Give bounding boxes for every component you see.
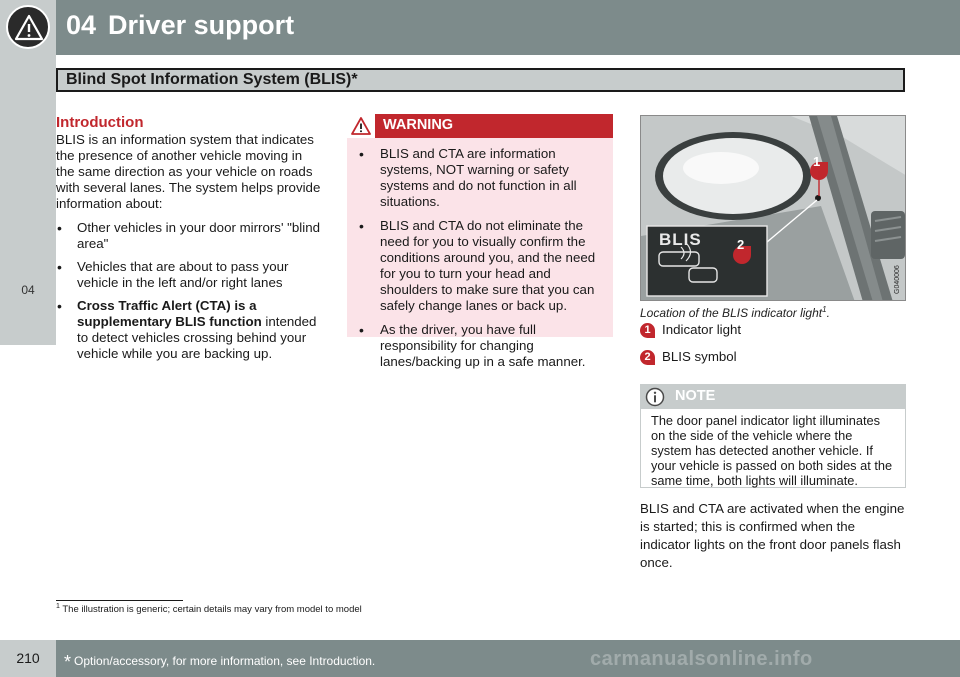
warning-title: WARNING [383, 117, 454, 133]
intro-bullet-list [56, 220, 321, 362]
list-item: • BLIS and CTA do not eliminate the need for you to visually confirm the conditions around you, and the need for you to turn your head and shoulders to make sure that you can safely change lanes or back up. [358, 218, 603, 314]
footnote [56, 603, 362, 615]
footnote-text: The illustration is generic; certain details may vary from model to model [59, 604, 362, 616]
cta-term: Cross Traffic Alert (CTA) is a supplementary BLIS function [77, 298, 262, 329]
footnote-divider [56, 600, 183, 601]
info-circle-icon [645, 387, 665, 407]
figure-caption-sup: 1 [822, 305, 827, 314]
note-title: NOTE [675, 388, 716, 404]
page-footer [0, 640, 960, 677]
watermark: carmanualsonline.info [590, 648, 813, 670]
figure-inset-label: BLIS [659, 230, 702, 249]
callout-number: 1 [640, 323, 655, 338]
blis-location-illustration [640, 115, 906, 301]
list-item [56, 298, 321, 362]
figure-caption-text: Location of the BLIS indicator light [640, 306, 823, 320]
page-header [0, 0, 960, 55]
list-item: • Vehicles that are about to pass your vehicle in the left and/or right lanes [56, 259, 321, 291]
section-title-bar [56, 68, 905, 92]
car-interior-drawing [641, 116, 906, 301]
activation-paragraph: BLIS and CTA are activated when the engine is started; this is confirmed when the indicator lights on the front door panels flash once. [640, 501, 905, 570]
callout-label: BLIS symbol [662, 349, 737, 364]
list-item: • BLIS and CTA are information systems, NOT warning or safety systems and do not function in all situations. [358, 146, 603, 210]
callout-label: Indicator light [662, 322, 742, 337]
intro-paragraph: BLIS is an information system that indicates the presence of another vehicle moving in the same direction as your vehicle on roads with several lanes. The system helps provide information about: [56, 132, 321, 211]
figure-caption: Location of the BLIS indicator light$^1$. [640, 305, 830, 320]
note-text: The door panel indicator light illuminates on the side of the vehicle where the system has detected another vehicle. If your vehicle is passed on both sides at the same time, both lights will illuminate. [651, 413, 893, 488]
warning-bullet-list [347, 146, 613, 370]
header-icon-panel [0, 0, 56, 55]
page-number: 210 [0, 640, 56, 677]
header-warning-icon [6, 5, 50, 49]
figure-code: G040006 [894, 265, 901, 294]
list-item: • As the driver, you have full responsibility for changing lanes/backing up in a safe manner. [358, 322, 603, 370]
warning-box [347, 114, 613, 369]
warning-header [347, 114, 613, 138]
intro-heading: Introduction [56, 114, 144, 131]
chapter-title [66, 10, 294, 41]
chapter-sidebar [0, 55, 56, 345]
list-item: • Other vehicles in your door mirrors' "blind area" [56, 220, 321, 252]
callout-number: 2 [640, 350, 655, 365]
chapter-tab-label: 04 [21, 283, 35, 297]
footer-note [64, 652, 375, 673]
note-box [640, 384, 906, 488]
warning-triangle-icon [347, 114, 375, 138]
callout-badge-1: 1 [813, 154, 821, 169]
callout-badge-2: 2 [737, 237, 745, 252]
note-header [641, 385, 905, 409]
footnote-marker: 1 [56, 603, 60, 610]
section-title: Blind Spot Information System (BLIS)* [66, 71, 358, 88]
footer-note-text: Option/accessory, for more information, see Introduction. [74, 654, 376, 668]
intro-column [56, 114, 321, 369]
chapter-name: Driver support [108, 10, 295, 40]
option-star: * [64, 652, 72, 672]
chapter-number: 04 [66, 10, 97, 40]
cta-description: intended to detect vehicles crossing behind your vehicle while you are backing up. [77, 314, 317, 361]
